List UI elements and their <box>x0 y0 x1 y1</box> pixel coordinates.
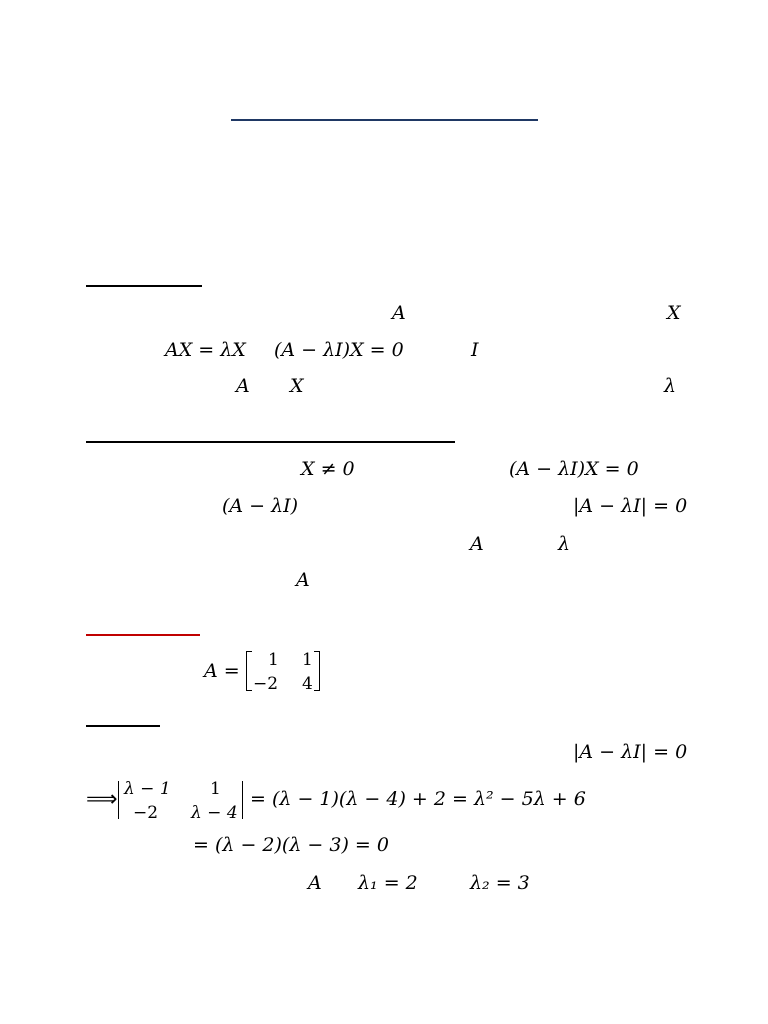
condition-matrix: (A − λI) <box>222 495 299 517</box>
condition-matrix-A-2: A <box>296 569 310 591</box>
title-underline <box>231 119 538 121</box>
condition-matrix-A: A <box>470 533 484 555</box>
example-matrix-cell: 1 <box>268 650 279 670</box>
condition-x-nonzero: X ≠ 0 <box>301 458 355 480</box>
definition-eigen-equation: AX = λX <box>165 339 246 361</box>
example-lhs: A = <box>204 660 240 682</box>
determinant-left-bar <box>118 781 119 819</box>
definition-matrix-A-2: A <box>236 375 250 397</box>
definition-matrix-A: A <box>392 302 406 324</box>
solution-expansion: = (λ − 1)(λ − 4) + 2 = λ² − 5λ + 6 <box>250 788 586 810</box>
solution-lambda1: λ₁ = 2 <box>358 872 418 894</box>
condition-lambda: λ <box>558 533 571 555</box>
definition-vector-X: X <box>667 302 681 324</box>
solution-lambda2: λ₂ = 3 <box>470 872 530 894</box>
definition-lambda: λ <box>664 375 677 397</box>
example-matrix-cell: 1 <box>302 650 313 670</box>
determinant-right-bar <box>242 781 243 819</box>
condition-heading-underline <box>86 441 455 443</box>
definition-heading-underline <box>86 285 202 287</box>
example-matrix-cell: 4 <box>302 674 313 694</box>
solution-heading-underline <box>86 725 160 727</box>
determinant-cell: λ − 4 <box>191 803 238 823</box>
solution-matrix-A: A <box>308 872 322 894</box>
condition-determinant: |A − λI| = 0 <box>573 495 688 517</box>
solution-determinant-equation: |A − λI| = 0 <box>573 741 688 763</box>
definition-identity-I: I <box>471 339 479 361</box>
example-matrix-right-bracket <box>314 651 320 691</box>
implies-arrow: ⟹ <box>86 787 118 812</box>
determinant-cell: λ − 1 <box>124 779 171 799</box>
definition-vector-X-2: X <box>290 375 304 397</box>
determinant-cell: 1 <box>210 779 221 799</box>
solution-factored: = (λ − 2)(λ − 3) = 0 <box>193 834 389 856</box>
example-matrix-left-bracket <box>246 651 252 691</box>
example-matrix-cell: −2 <box>253 674 279 694</box>
condition-equation: (A − λI)X = 0 <box>509 458 639 480</box>
determinant-cell: −2 <box>133 803 159 823</box>
example-heading-underline <box>86 634 200 636</box>
definition-homogeneous-equation: (A − λI)X = 0 <box>274 339 404 361</box>
